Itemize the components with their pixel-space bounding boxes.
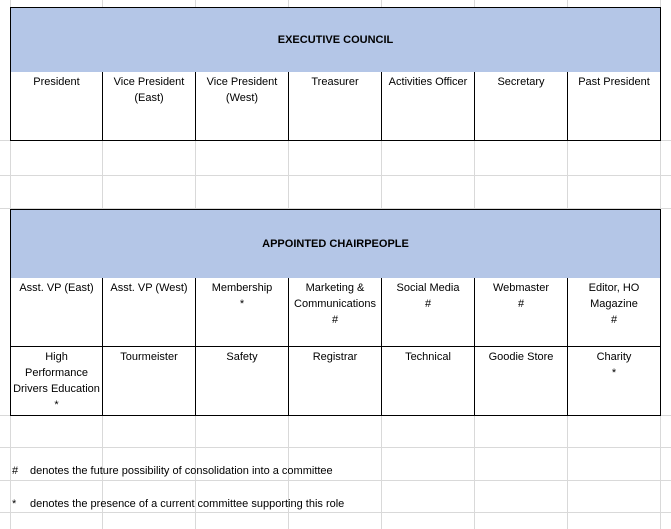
role-cell-president xyxy=(10,72,103,141)
role-marker: * xyxy=(54,399,59,411)
role-cell-marketing-communications xyxy=(289,278,382,347)
role-label: Charity xyxy=(596,351,632,363)
role-cell-hpde xyxy=(10,347,103,416)
role-label: Asst. VP (West) xyxy=(110,282,188,294)
role-cell-tourmeister xyxy=(103,347,196,416)
role-label: High Performance Drivers Education xyxy=(13,351,100,395)
role-marker: # xyxy=(331,314,339,326)
role-label: Activities Officer xyxy=(388,76,468,88)
legend-note-asterisk xyxy=(12,498,344,510)
role-cell-editor-ho-magazine xyxy=(568,278,661,347)
role-label: Membership xyxy=(211,282,273,294)
role-cell-goodie-store xyxy=(475,347,568,416)
role-marker: # xyxy=(610,314,618,326)
role-cell-asst-vp-east xyxy=(10,278,103,347)
role-cell-vp-west xyxy=(196,72,289,141)
role-cell-membership xyxy=(196,278,289,347)
chairpeople-row-1 xyxy=(10,278,661,347)
role-cell-social-media xyxy=(382,278,475,347)
role-label: Vice President (West) xyxy=(206,76,278,104)
role-label: Safety xyxy=(226,351,258,363)
role-label: Webmaster xyxy=(492,282,550,294)
role-cell-vp-east xyxy=(103,72,196,141)
role-cell-webmaster xyxy=(475,278,568,347)
executive-council-title: EXECUTIVE COUNCIL xyxy=(277,34,394,46)
role-label: Goodie Store xyxy=(488,351,554,363)
role-cell-secretary xyxy=(475,72,568,141)
role-label: Tourmeister xyxy=(120,351,178,363)
legend-symbol: # xyxy=(12,465,19,477)
legend-symbol: * xyxy=(12,498,17,510)
role-label: Asst. VP (East) xyxy=(19,282,94,294)
role-label: Past President xyxy=(578,76,650,88)
role-marker: # xyxy=(424,298,432,310)
appointed-chairpeople-header xyxy=(10,209,661,279)
legend-text: denotes the future possibility of consolidation into a committee xyxy=(30,465,333,477)
role-marker: # xyxy=(517,298,525,310)
role-marker: * xyxy=(239,298,245,310)
legend-text: denotes the presence of a current committee supporting this role xyxy=(30,498,345,510)
chairpeople-row-2 xyxy=(10,347,661,416)
role-cell-activities-officer xyxy=(382,72,475,141)
legend-note-hash xyxy=(12,465,333,477)
role-cell-technical xyxy=(382,347,475,416)
role-label: Marketing & Communications xyxy=(294,282,376,310)
executive-council-roles-row xyxy=(10,72,661,141)
role-label: Registrar xyxy=(312,351,358,363)
role-cell-safety xyxy=(196,347,289,416)
role-label: Treasurer xyxy=(311,76,359,88)
role-label: Social Media xyxy=(396,282,460,294)
role-label: Vice President (East) xyxy=(113,76,185,104)
role-label: Secretary xyxy=(497,76,545,88)
executive-council-header xyxy=(10,7,661,73)
role-marker: * xyxy=(611,367,617,379)
role-cell-past-president xyxy=(568,72,661,141)
role-label: Editor, HO Magazine xyxy=(588,282,640,310)
role-cell-charity xyxy=(568,347,661,416)
role-cell-treasurer xyxy=(289,72,382,141)
role-cell-registrar xyxy=(289,347,382,416)
role-label: President xyxy=(33,76,80,88)
role-cell-asst-vp-west xyxy=(103,278,196,347)
appointed-chairpeople-title: APPOINTED CHAIRPEOPLE xyxy=(262,238,409,250)
role-label: Technical xyxy=(405,351,451,363)
